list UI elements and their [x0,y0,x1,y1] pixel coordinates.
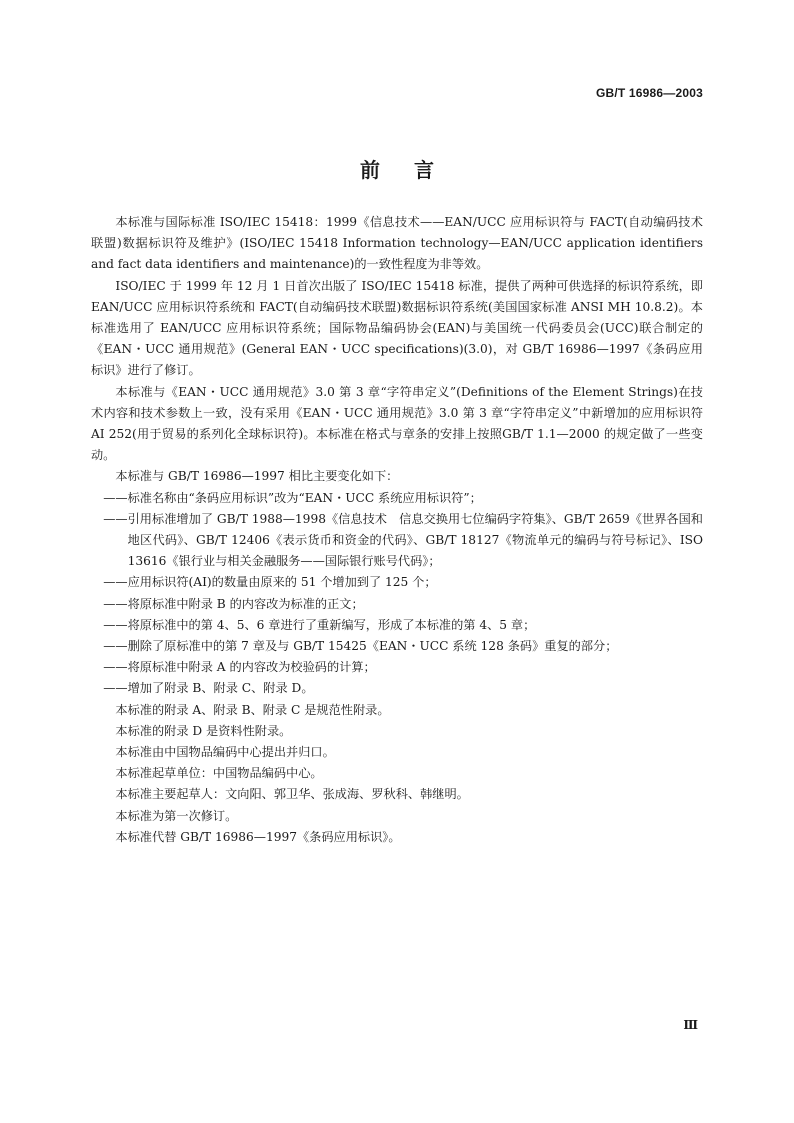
paragraph-consistency: 本标准与《EAN・UCC 通用规范》3.0 第 3 章“字符串定义”(Definitions of the Element Strings)在技术内容和技术参数上一致，没有采用《EAN・UCC 通用规范》3.0 第 3 章“字符串定义”中新增加的应用标识符 AI 252(用于贸易的系列化全球标识符)。本标准在格式与章条的安排上按照GB/T 1.1—2000 的规定做了一些变动。 [91,384,703,463]
standard-number: GB/T 16986—2003 [595,86,703,100]
page-title: 前言 [360,158,468,182]
closing-informative-annex: 本标准的附录 D 是资料性附录。 [115,723,292,738]
change-item: ——删除了原标准中的第 7 章及与 GB/T 15425《EAN・UCC 系统 128 条码》重复的部分； [103,639,618,654]
paragraph-history: ISO/IEC 于 1999 年 12 月 1 日首次出版了 ISO/IEC 15418 标准，提供了两种可供选择的标识符系统，即 EAN/UCC 应用标识符系统和 FACT(自动编码技术联盟)数据标识符系统(美国国家标准 ANSI MH 10.8.2)。本标准选用了 EAN/UCC 应用标识符系统；国际物品编码协会(EAN)与美国统一代码委员会(UCC)联合制定的《EAN・UCC 通用规范》(General EAN・UCC specifications)(3.0)，对 GB/T 16986—1997《条码应用标识》进行了修订。 [91,278,703,378]
change-item: ——将原标准中附录 B 的内容改为标准的正文； [103,596,364,611]
closing-proposer: 本标准由中国物品编码中心提出并归口。 [115,745,335,760]
change-item: ——将原标准中附录 A 的内容改为校验码的计算； [103,660,376,675]
closing-drafters: 本标准主要起草人：文向阳、郭卫华、张成海、罗秋科、韩继明。 [115,787,469,802]
change-item: ——将原标准中的第 4、5、6 章进行了重新编写，形成了本标准的第 4、5 章； [103,617,536,632]
paragraph-changes-intro: 本标准与 GB/T 16986—1997 相比主要变化如下： [115,469,399,484]
change-item: ——应用标识符(AI)的数量由原来的 51 个增加到了 125 个； [103,575,437,590]
closing-revision: 本标准为第一次修订。 [115,808,238,823]
closing-drafting-unit: 本标准起草单位：中国物品编码中心。 [115,766,323,781]
change-item: ——标准名称由“条码应用标识”改为“EAN・UCC 系统应用标识符”； [103,490,482,505]
page-number: Ⅲ [683,1018,698,1032]
closing-normative-annexes: 本标准的附录 A、附录 B、附录 C 是规范性附录。 [115,702,390,717]
change-item: ——增加了附录 B、附录 C、附录 D。 [103,681,314,696]
change-item: ——引用标准增加了 GB/T 1988—1998《信息技术 信息交换用七位编码字符集》、GB/T 2659《世界各国和地区代码》、GB/T 12406《表示货币和资金的代码》、GB/T 18127《物流单元的编码与符号标记》、ISO 13616《银行业与相关金融服务——国际银行账号代码》； [103,511,703,569]
closing-replaces: 本标准代替 GB/T 16986—1997《条码应用标识》。 [115,829,401,844]
paragraph-equivalence: 本标准与国际标准 ISO/IEC 15418：1999《信息技术——EAN/UCC 应用标识符与 FACT(自动编码技术联盟)数据标识符及维护》(ISO/IEC 15418 Information technology—EAN/UCC application identifiers and fact data identifiers and maintenance)的一致性程度为非等效。 [91,215,703,272]
foreword-body [91,212,703,848]
